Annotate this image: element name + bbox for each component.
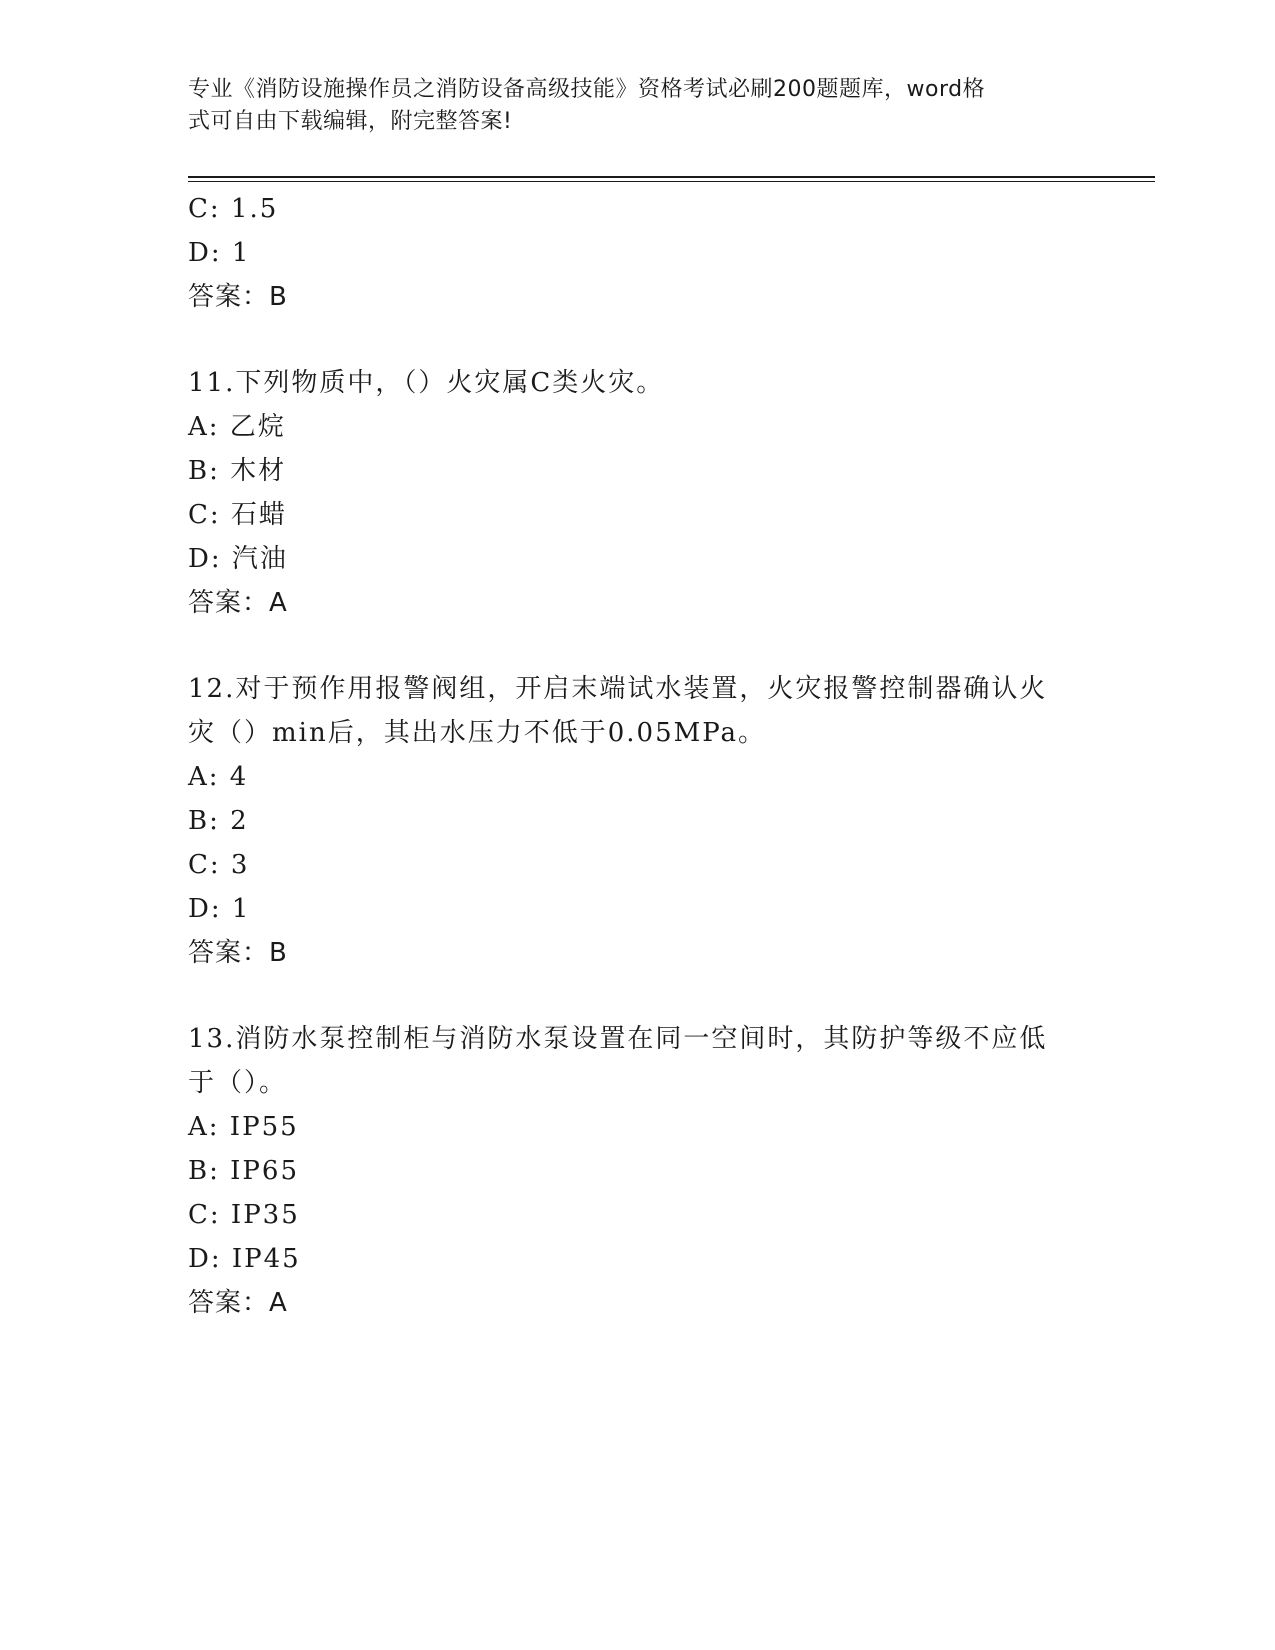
question-12-stem-line-1: 12.对于预作用报警阀组，开启末端试水装置，火灾报警控制器确认火 [188,674,1048,704]
question-11-option-a: A: 乙烷 [188,412,286,442]
prev-option-c: C: 1.5 [188,194,279,224]
prev-option-d: D: 1 [188,238,251,268]
question-11-stem: 11.下列物质中，（）火灾属C类火灾。 [188,368,665,398]
question-13-stem-line-1: 13.消防水泵控制柜与消防水泵设置在同一空间时，其防护等级不应低 [188,1024,1048,1054]
question-12-option-d: D: 1 [188,894,251,924]
question-13-stem-line-2: 于（）。 [188,1068,288,1098]
header-line-1: 专业《消防设施操作员之消防设备高级技能》资格考试必刷200题题库，word格 [188,77,986,102]
question-13-option-d: D: IP45 [188,1244,301,1274]
question-13-option-c: C: IP35 [188,1200,300,1230]
question-12-option-b: B: 2 [188,806,249,836]
question-12-stem-line-2: 灾（）min后，其出水压力不低于0.05MPa。 [188,718,767,748]
question-13-answer: 答案：A [188,1288,288,1318]
question-11-answer: 答案：A [188,588,288,618]
header-divider-thin [188,181,1155,182]
document-header [188,74,1068,138]
question-11-option-d: D: 汽油 [188,544,288,574]
header-line-2: 式可自由下载编辑，附完整答案! [188,109,513,134]
question-13-option-b: B: IP65 [188,1156,299,1186]
question-12-option-a: A: 4 [188,762,249,792]
question-11-option-c: C: 石蜡 [188,500,287,530]
header-divider-thick [188,176,1155,178]
question-11-option-b: B: 木材 [188,456,287,486]
question-12-answer: 答案：B [188,938,288,968]
prev-answer: 答案：B [188,282,288,312]
question-13-option-a: A: IP55 [188,1112,299,1142]
question-12-option-c: C: 3 [188,850,250,880]
